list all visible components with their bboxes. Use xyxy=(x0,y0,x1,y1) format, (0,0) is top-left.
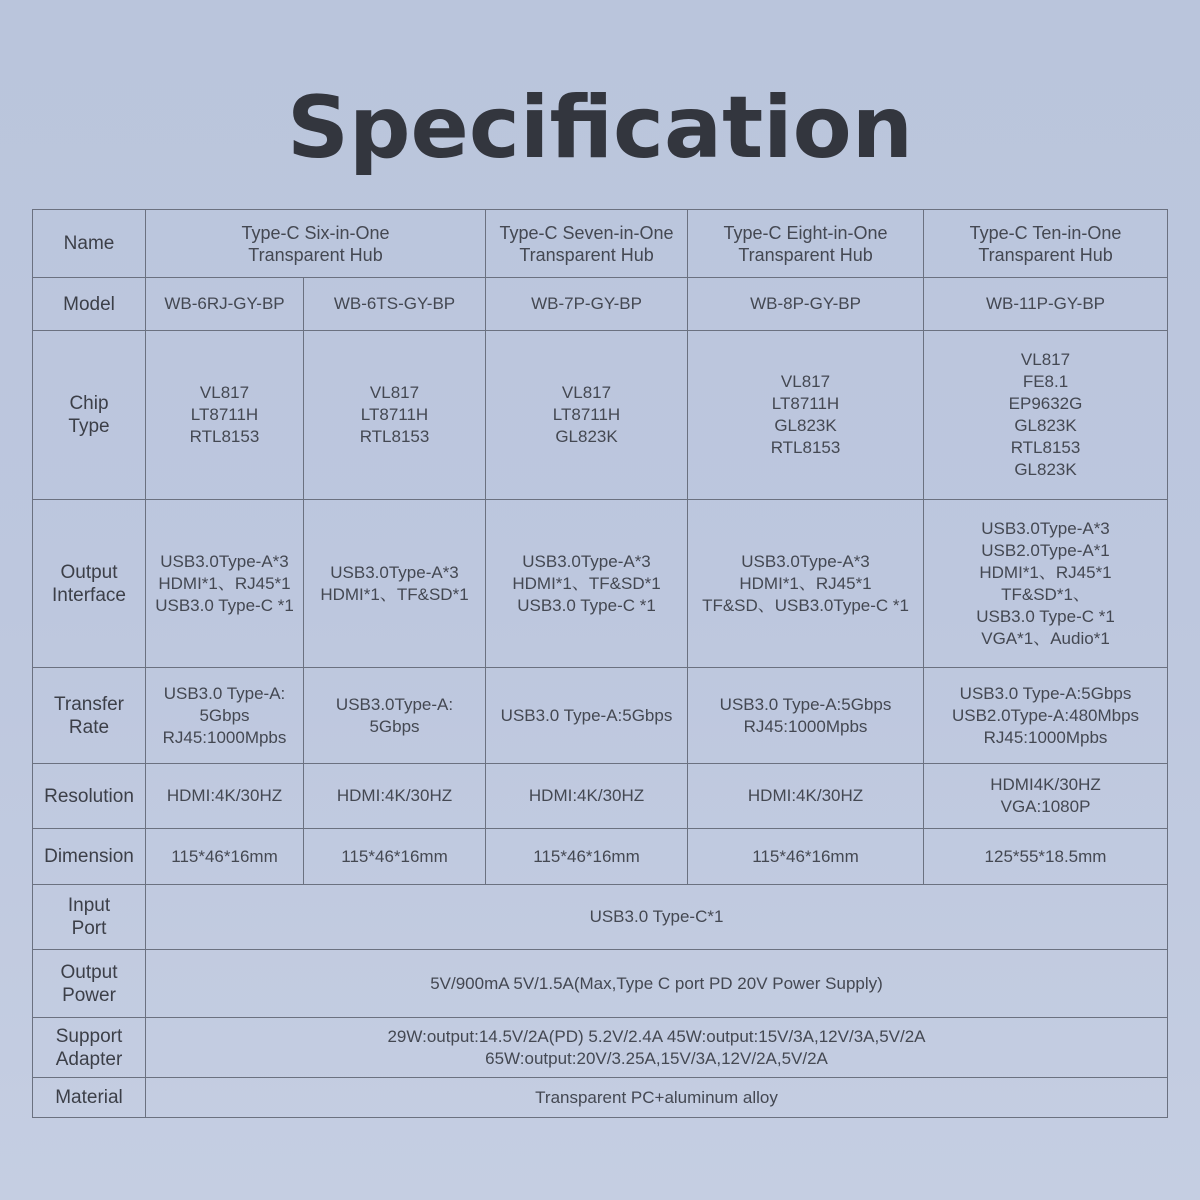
chip-cell: VL817 LT8711H GL823K xyxy=(486,331,688,500)
dimension-cell: 115*46*16mm xyxy=(304,829,486,885)
row-label-material: Material xyxy=(33,1078,146,1118)
model-cell: WB-6TS-GY-BP xyxy=(304,278,486,331)
material-cell: Transparent PC+aluminum alloy xyxy=(146,1078,1168,1118)
resolution-cell: HDMI:4K/30HZ xyxy=(486,764,688,829)
output-interface-cell: USB3.0Type-A*3 HDMI*1、RJ45*1 USB3.0 Type-C *1 xyxy=(146,500,304,668)
table-row-resolution xyxy=(33,764,1168,829)
row-label-resolution: Resolution xyxy=(33,764,146,829)
resolution-cell: HDMI:4K/30HZ xyxy=(688,764,924,829)
dimension-cell: 125*55*18.5mm xyxy=(924,829,1168,885)
chip-cell: VL817 LT8711H RTL8153 xyxy=(304,331,486,500)
row-label-model: Model xyxy=(33,278,146,331)
product-name-seven-in-one: Type-C Seven-in-One Transparent Hub xyxy=(486,210,688,278)
transfer-rate-cell: USB3.0 Type-A: 5Gbps RJ45:1000Mpbs xyxy=(146,668,304,764)
output-interface-cell: USB3.0Type-A*3 HDMI*1、RJ45*1 TF&SD、USB3.0Type-C *1 xyxy=(688,500,924,668)
model-cell: WB-8P-GY-BP xyxy=(688,278,924,331)
table-row-transfer-rate xyxy=(33,668,1168,764)
row-label-output-power: Output Power xyxy=(33,950,146,1018)
row-label-chip-type: Chip Type xyxy=(33,331,146,500)
row-label-input-port: Input Port xyxy=(33,885,146,950)
model-cell: WB-7P-GY-BP xyxy=(486,278,688,331)
table-row-dimension xyxy=(33,829,1168,885)
chip-cell: VL817 LT8711H GL823K RTL8153 xyxy=(688,331,924,500)
row-label-output-interface: Output Interface xyxy=(33,500,146,668)
table-row-material xyxy=(33,1078,1168,1118)
transfer-rate-cell: USB3.0 Type-A:5Gbps xyxy=(486,668,688,764)
row-label-support-adapter: Support Adapter xyxy=(33,1018,146,1078)
chip-cell: VL817 FE8.1 EP9632G GL823K RTL8153 GL823K xyxy=(924,331,1168,500)
table-row-output-interface xyxy=(33,500,1168,668)
output-interface-cell: USB3.0Type-A*3 USB2.0Type-A*1 HDMI*1、RJ45*1 TF&SD*1、 USB3.0 Type-C *1 VGA*1、Audio*1 xyxy=(924,500,1168,668)
transfer-rate-cell: USB3.0Type-A: 5Gbps xyxy=(304,668,486,764)
row-label-dimension: Dimension xyxy=(33,829,146,885)
product-name-eight-in-one: Type-C Eight-in-One Transparent Hub xyxy=(688,210,924,278)
output-power-cell: 5V/900mA 5V/1.5A(Max,Type C port PD 20V Power Supply) xyxy=(146,950,1168,1018)
input-port-cell: USB3.0 Type-C*1 xyxy=(146,885,1168,950)
output-interface-cell: USB3.0Type-A*3 HDMI*1、TF&SD*1 xyxy=(304,500,486,668)
dimension-cell: 115*46*16mm xyxy=(688,829,924,885)
table-row-input-port xyxy=(33,885,1168,950)
resolution-cell: HDMI:4K/30HZ xyxy=(304,764,486,829)
table-row-support-adapter xyxy=(33,1018,1168,1078)
product-name-ten-in-one: Type-C Ten-in-One Transparent Hub xyxy=(924,210,1168,278)
dimension-cell: 115*46*16mm xyxy=(146,829,304,885)
model-cell: WB-6RJ-GY-BP xyxy=(146,278,304,331)
product-name-six-in-one: Type-C Six-in-One Transparent Hub xyxy=(146,210,486,278)
row-label-transfer-rate: Transfer Rate xyxy=(33,668,146,764)
support-adapter-cell: 29W:output:14.5V/2A(PD) 5.2V/2.4A 45W:output:15V/3A,12V/3A,5V/2A 65W:output:20V/3.25A,15V/3A,12V/2A,5V/2A xyxy=(146,1018,1168,1078)
table-row-chip-type xyxy=(33,331,1168,500)
specification-table xyxy=(32,209,1168,1118)
resolution-cell: HDMI4K/30HZ VGA:1080P xyxy=(924,764,1168,829)
output-interface-cell: USB3.0Type-A*3 HDMI*1、TF&SD*1 USB3.0 Type-C *1 xyxy=(486,500,688,668)
chip-cell: VL817 LT8711H RTL8153 xyxy=(146,331,304,500)
page-title: Specification xyxy=(287,78,913,178)
row-label-name: Name xyxy=(33,210,146,278)
table-row-model xyxy=(33,278,1168,331)
transfer-rate-cell: USB3.0 Type-A:5Gbps RJ45:1000Mpbs xyxy=(688,668,924,764)
table-row-name xyxy=(33,210,1168,278)
resolution-cell: HDMI:4K/30HZ xyxy=(146,764,304,829)
transfer-rate-cell: USB3.0 Type-A:5Gbps USB2.0Type-A:480Mbps RJ45:1000Mpbs xyxy=(924,668,1168,764)
model-cell: WB-11P-GY-BP xyxy=(924,278,1168,331)
table-row-output-power xyxy=(33,950,1168,1018)
dimension-cell: 115*46*16mm xyxy=(486,829,688,885)
